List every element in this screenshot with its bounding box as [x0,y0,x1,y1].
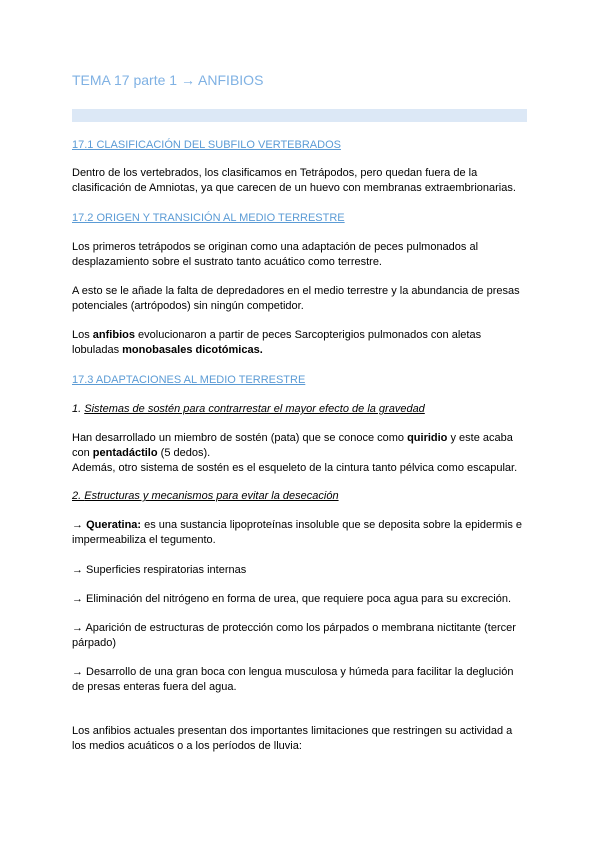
paragraph-limitaciones [72,724,532,754]
bold-term-queratina: Queratina: [86,519,142,531]
paragraph-origen [72,240,532,270]
text-line: desplazamiento sobre el sustrato tanto acuático como terrestre. [72,256,382,268]
text-line: Dentro de los vertebrados, los clasificamos en Tetrápodos, pero quedan fuera de la [72,167,478,179]
arrow: → [72,519,87,531]
sub-text: Estructuras y mecanismos para evitar la desecación [84,490,339,502]
section-heading-17-2: 17.2 ORIGEN Y TRANSICIÓN AL MEDIO TERRESTRE [72,212,345,224]
text-line: → Desarrollo de una gran boca con lengua musculosa y húmeda para facilitar la deglución [72,666,514,678]
section-heading-17-3: 17.3 ADAPTACIONES AL MEDIO TERRESTRE [72,374,306,386]
text-line: los medios acuáticos o a los períodos de lluvia: [72,740,302,752]
sub-text: Sistemas de sostén para contrarrestar el mayor efecto de la gravedad [84,403,425,415]
text-line: potenciales (artrópodos) sin ningún competidor. [72,300,304,312]
text-line [72,446,532,461]
text-line [72,431,532,446]
text-line [72,343,532,358]
text-line: → Eliminación del nitrógeno en forma de urea, que requiere poca agua para su excreción. [72,593,512,605]
text-line: A esto se le añade la falta de depredadores en el medio terrestre y la abundancia de presas [72,285,520,297]
text-line: → Aparición de estructuras de protección como los párpados o membrana nictitante (tercer [72,622,516,634]
text-run: lobuladas [72,344,123,356]
text-line: párpado) [72,637,117,649]
bold-term-quiridio: quiridio [407,432,448,444]
text-run: con [72,447,93,459]
section-heading-17-1: 17.1 CLASIFICACIÓN DEL SUBFILO VERTEBRADOS [72,139,341,151]
text-line: Los primeros tetrápodos se originan como una adaptación de peces pulmonados al [72,241,479,253]
text-line: de presas enteras fuera del agua. [72,681,237,693]
text-run: es una sustancia lipoproteínas insoluble que se deposita sobre la epidermis e [141,519,523,531]
text-run: (5 dedos). [157,447,211,459]
page-title: TEMA 17 parte 1 → ANFIBIOS [72,72,264,88]
paragraph-clasificacion [72,166,532,196]
text-line: clasificación de Amniotas, ya que carecen de un huevo con membranas extraembrionarias. [72,182,516,194]
text-run: Han desarrollado un miembro de sostén (pata) que se conoce como [72,432,408,444]
text-run: evolucionaron a partir de peces Sarcopterigios pulmonados con aletas [134,329,482,341]
text-line [72,328,532,343]
bullet-boca [72,665,532,695]
text-run: y este acaba [447,432,513,444]
paragraph-anfibios-evolucion [72,328,532,358]
bold-term-monobasales: monobasales dicotómicas. [122,344,263,356]
bullet-parpados [72,621,532,651]
text-line: Los anfibios actuales presentan dos importantes limitaciones que restringen su actividad a [72,725,513,737]
text-line: impermeabiliza el tegumento. [72,534,216,546]
paragraph-quiridio [72,431,532,476]
bullet-nitrogeno [72,592,532,607]
text-run: Los [72,329,93,341]
header-highlight-bar [72,109,527,122]
subheading-sosten [72,403,425,415]
subheading-desecacion [72,490,339,502]
sub-number: 2. [72,490,85,502]
bold-term-pentadactilo: pentadáctilo [92,447,158,459]
bullet-queratina [72,518,532,548]
bullet-superficies [72,563,532,578]
bold-term-anfibios: anfibios [92,329,135,341]
text-line: Además, otro sistema de sostén es el esqueleto de la cintura tanto pélvica como escapular. [72,462,518,474]
paragraph-depredadores [72,284,532,314]
text-line: → Superficies respiratorias internas [72,564,247,576]
text-line [72,518,532,533]
sub-number: 1. [72,403,85,415]
